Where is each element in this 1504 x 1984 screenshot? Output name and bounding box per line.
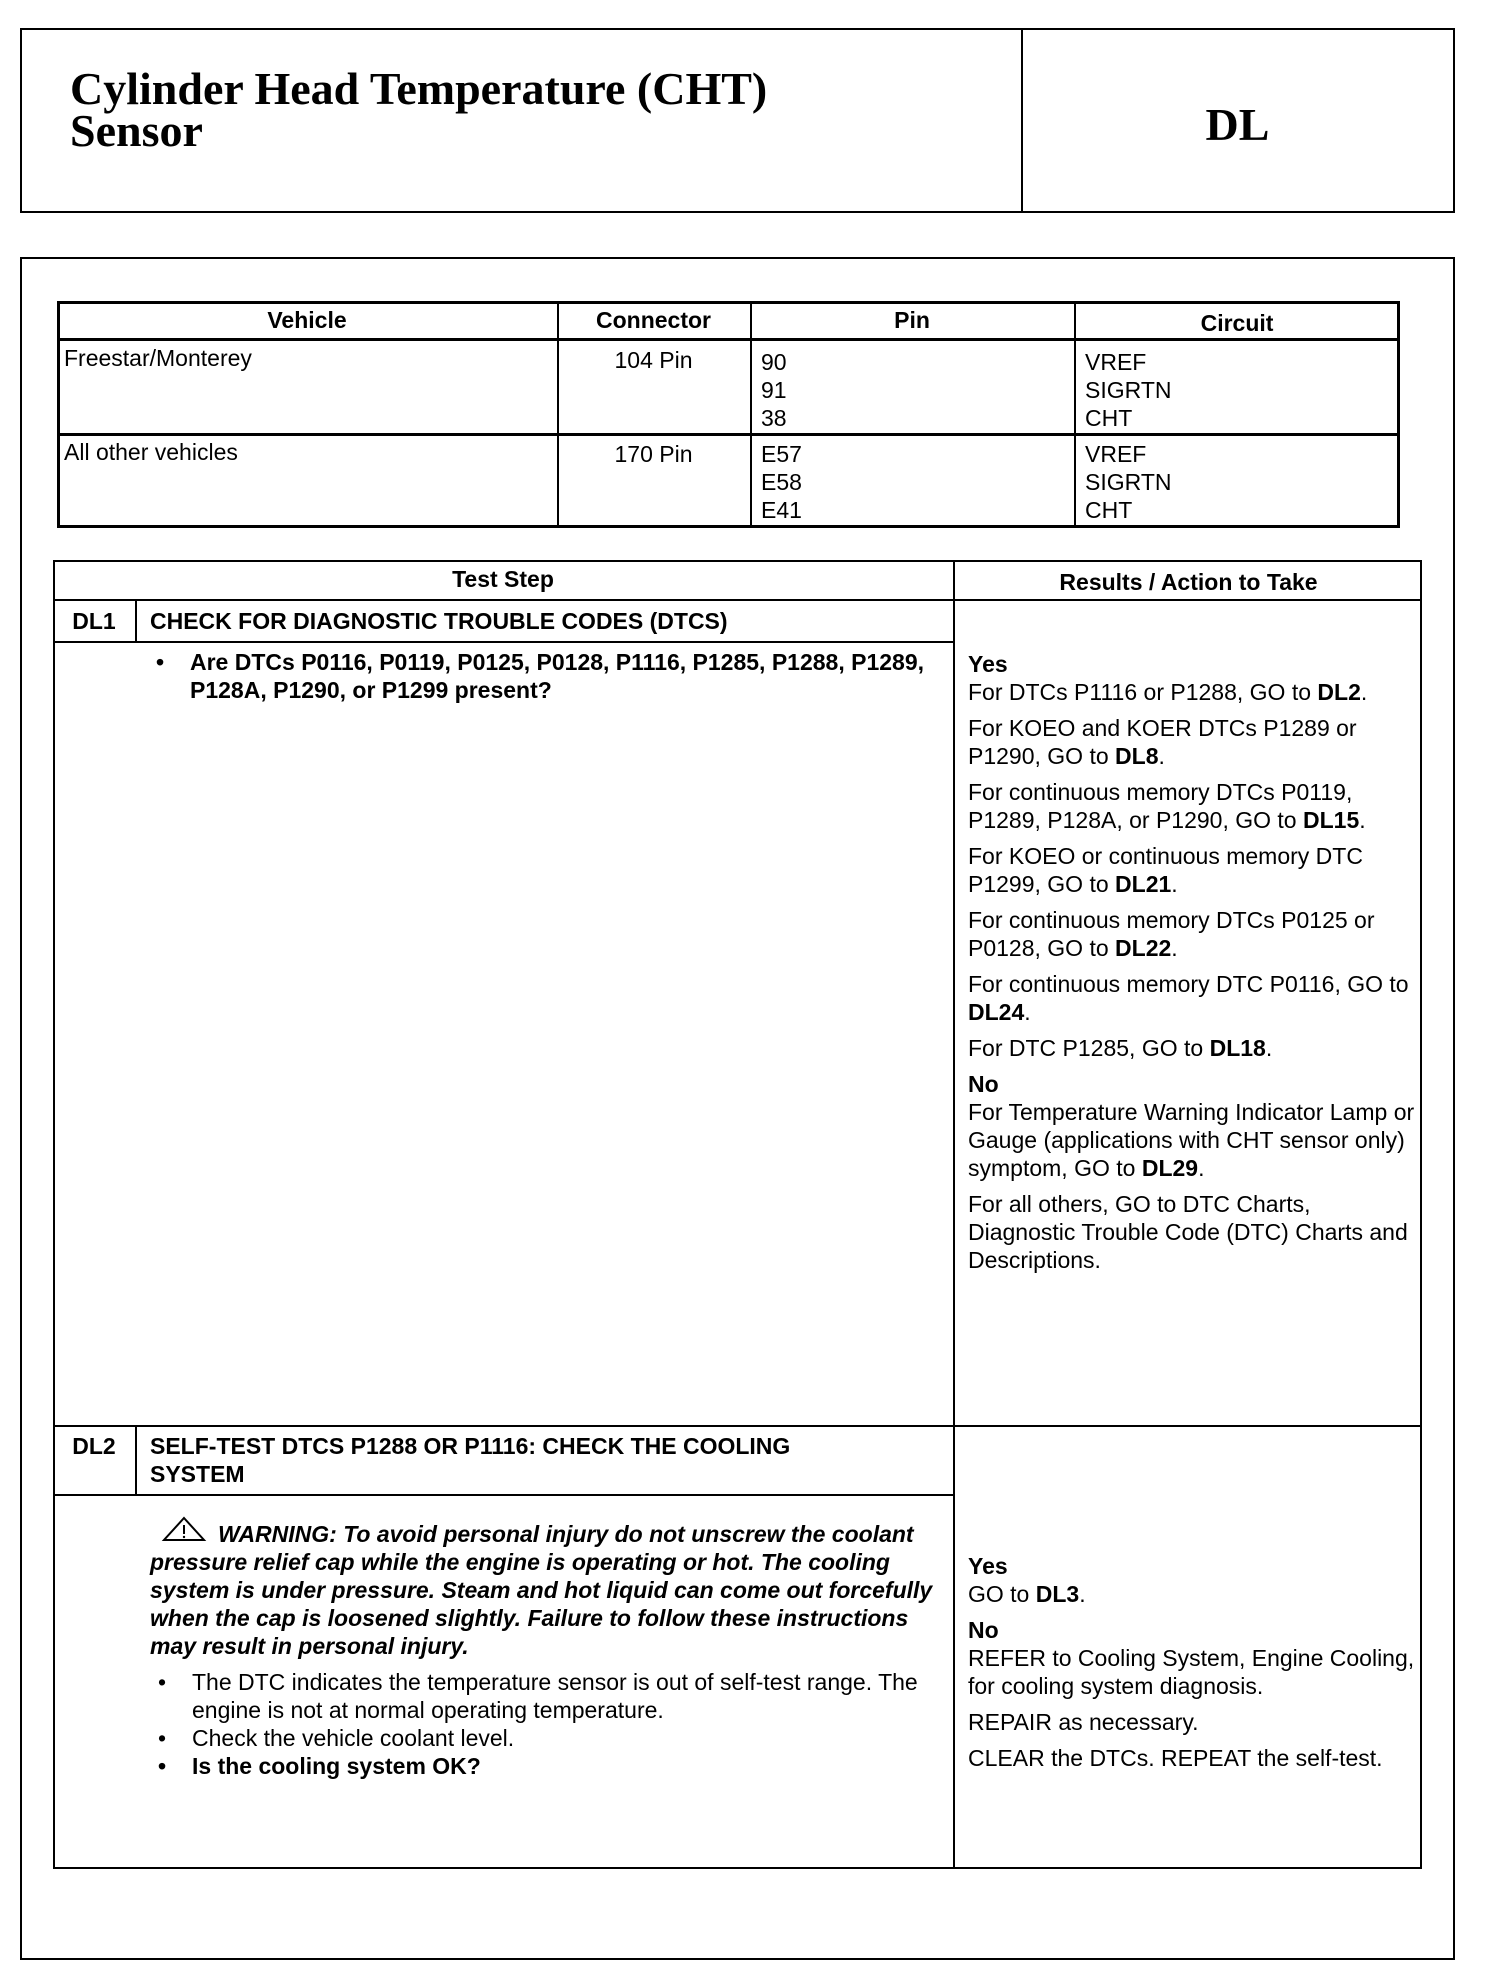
result-text: For continuous memory DTCs P0125 or P0128, GO to (968, 907, 1375, 961)
row-divider (53, 1425, 1422, 1427)
result-item: For KOEO or continuous memory DTC P1299, GO to DL21. (968, 843, 1363, 897)
pin-table-header-vehicle: Vehicle (267, 307, 347, 333)
circuit-cell (1085, 440, 1171, 524)
step-id-dl2: DL2 (72, 1433, 116, 1459)
step-ref-link[interactable]: DL8 (1115, 743, 1159, 769)
warning-label: WARNING: (218, 1521, 337, 1547)
circuit: SIGRTN (1085, 377, 1172, 403)
pin: E41 (761, 497, 802, 523)
result-text: For Temperature Warning Indicator Lamp or Gauge (applications with CHT sensor only) symptom, GO to (968, 1099, 1415, 1181)
no-result: REFER to Cooling System, Engine Cooling, for cooling system diagnosis. (968, 1645, 1415, 1699)
circuit: CHT (1085, 497, 1133, 523)
col-divider (557, 301, 559, 528)
circuit: VREF (1085, 349, 1147, 375)
connector-cell: 170 Pin (614, 441, 693, 467)
bullet-item: • The DTC indicates the temperature sensor is out of self-test range. The engine is not at normal operating temperature. (150, 1668, 935, 1724)
row-divider (57, 338, 1400, 341)
warning-text: To avoid personal injury do not unscrew the coolant pressure relief cap while the engine is operating or hot. The cooling system is under pressure. Steam and hot liquid can come out forcefully when the cap is loosened slightly. Failure to follow these instructions may result in personal injury. (150, 1521, 933, 1659)
result-text: GO to (968, 1581, 1036, 1607)
warning-triangle-icon (160, 1516, 208, 1544)
step-ref-link[interactable]: DL18 (1209, 1035, 1266, 1061)
step-ref-link[interactable]: DL3 (1035, 1581, 1080, 1607)
row-divider (53, 641, 955, 643)
step-question-dl1: • Are DTCs P0116, P0119, P0125, P0128, P1116, P1285, P1288, P1289, P128A, P1290, or P1299 present? (148, 648, 970, 704)
circuit-cell (1085, 348, 1171, 432)
warning (150, 1516, 935, 1660)
result-text: For KOEO and KOER DTCs P1289 or P1290, GO to (968, 715, 1357, 769)
result-text: For KOEO or continuous memory DTC P1299, GO to (968, 843, 1363, 897)
result-item: For continuous memory DTC P0116, GO to DL24. (968, 971, 1409, 1025)
circuit: SIGRTN (1085, 469, 1172, 495)
step-ref-link[interactable]: DL21 (1115, 871, 1172, 897)
pin: 38 (761, 405, 787, 431)
yes-result: GO to DL3. (968, 1581, 1086, 1607)
result-item: For Temperature Warning Indicator Lamp or Gauge (applications with CHT sensor only) symptom, GO to DL29. (968, 1099, 1415, 1181)
results-dl2 (968, 1552, 1418, 1780)
vehicle-cell: Freestar/Monterey (64, 345, 252, 371)
col-divider (953, 560, 955, 1869)
result-text: For DTCs P1116 or P1288, GO to (968, 679, 1318, 705)
title-line-1: Cylinder Head Temperature (CHT) (70, 63, 768, 114)
row-divider (53, 599, 1422, 601)
step-question-dl2: • Is the cooling system OK? (150, 1752, 935, 1780)
vehicle-cell: All other vehicles (64, 439, 238, 465)
no-label: No (968, 1071, 999, 1097)
no-results (968, 1098, 1418, 1182)
col-divider (750, 301, 752, 528)
section-code: DL (1205, 99, 1270, 150)
pin: E57 (761, 441, 802, 467)
clear-result: CLEAR the DTCs. REPEAT the self-test. (968, 1745, 1383, 1771)
result-item: For continuous memory DTCs P0125 or P0128, GO to DL22. (968, 907, 1375, 961)
results-dl1 (968, 650, 1418, 1282)
step-title-dl1: CHECK FOR DIAGNOSTIC TROUBLE CODES (DTCS) (150, 608, 728, 634)
step-ref-link[interactable]: DL24 (968, 999, 1025, 1025)
result-text: For continuous memory DTCs P0119, P1289, P128A, or P1290, GO to (968, 779, 1353, 833)
pin-table-header-pin: Pin (894, 307, 930, 333)
no-label: No (968, 1617, 999, 1643)
result-text: For DTC P1285, GO to (968, 1035, 1210, 1061)
result-others: For all others, GO to DTC Charts, Diagnostic Trouble Code (DTC) Charts and Descriptions. (968, 1191, 1408, 1273)
result-text: For continuous memory DTC P0116, GO to (968, 971, 1409, 997)
title-line-2: Sensor (70, 105, 203, 156)
circuit: CHT (1085, 405, 1133, 431)
pin-cell (761, 348, 787, 432)
result-item: For continuous memory DTCs P0119, P1289, P128A, or P1290, GO to DL15. (968, 779, 1366, 833)
repair-result: REPAIR as necessary. (968, 1709, 1199, 1735)
col-divider (135, 1425, 137, 1495)
row-divider (57, 433, 1400, 436)
header-test-step: Test Step (452, 566, 554, 592)
pin-cell (761, 440, 802, 524)
pin: E58 (761, 469, 802, 495)
circuit: VREF (1085, 441, 1147, 467)
yes-results (968, 678, 1418, 1062)
result-item: For KOEO and KOER DTCs P1289 or P1290, GO to DL8. (968, 715, 1357, 769)
pin: 91 (761, 377, 787, 403)
step-ref-link[interactable]: DL2 (1317, 679, 1361, 705)
row-divider (53, 1494, 955, 1496)
yes-label: Yes (968, 1553, 1008, 1579)
step-ref-link[interactable]: DL29 (1141, 1155, 1199, 1181)
pin: 90 (761, 349, 787, 375)
pin-table-header-circuit: Circuit (1200, 310, 1274, 336)
header-results: Results / Action to Take (1059, 569, 1318, 595)
result-item: For DTCs P1116 or P1288, GO to DL2. (968, 679, 1368, 705)
bullet-item: • Check the vehicle coolant level. (150, 1724, 935, 1752)
connector-cell: 104 Pin (614, 347, 693, 373)
pin-table-header-connector: Connector (596, 307, 711, 333)
page-title (70, 63, 768, 156)
step-ref-link[interactable]: DL15 (1303, 807, 1360, 833)
step-id-dl1: DL1 (72, 608, 116, 634)
yes-label: Yes (968, 651, 1008, 677)
step-ref-link[interactable]: DL22 (1115, 935, 1172, 961)
step-body-dl2 (150, 1516, 935, 1780)
step-title-dl2: SELF-TEST DTCS P1288 OR P1116: CHECK THE COOLING SYSTEM (150, 1433, 791, 1487)
col-divider (135, 599, 137, 642)
result-item: For DTC P1285, GO to DL18. (968, 1035, 1273, 1061)
